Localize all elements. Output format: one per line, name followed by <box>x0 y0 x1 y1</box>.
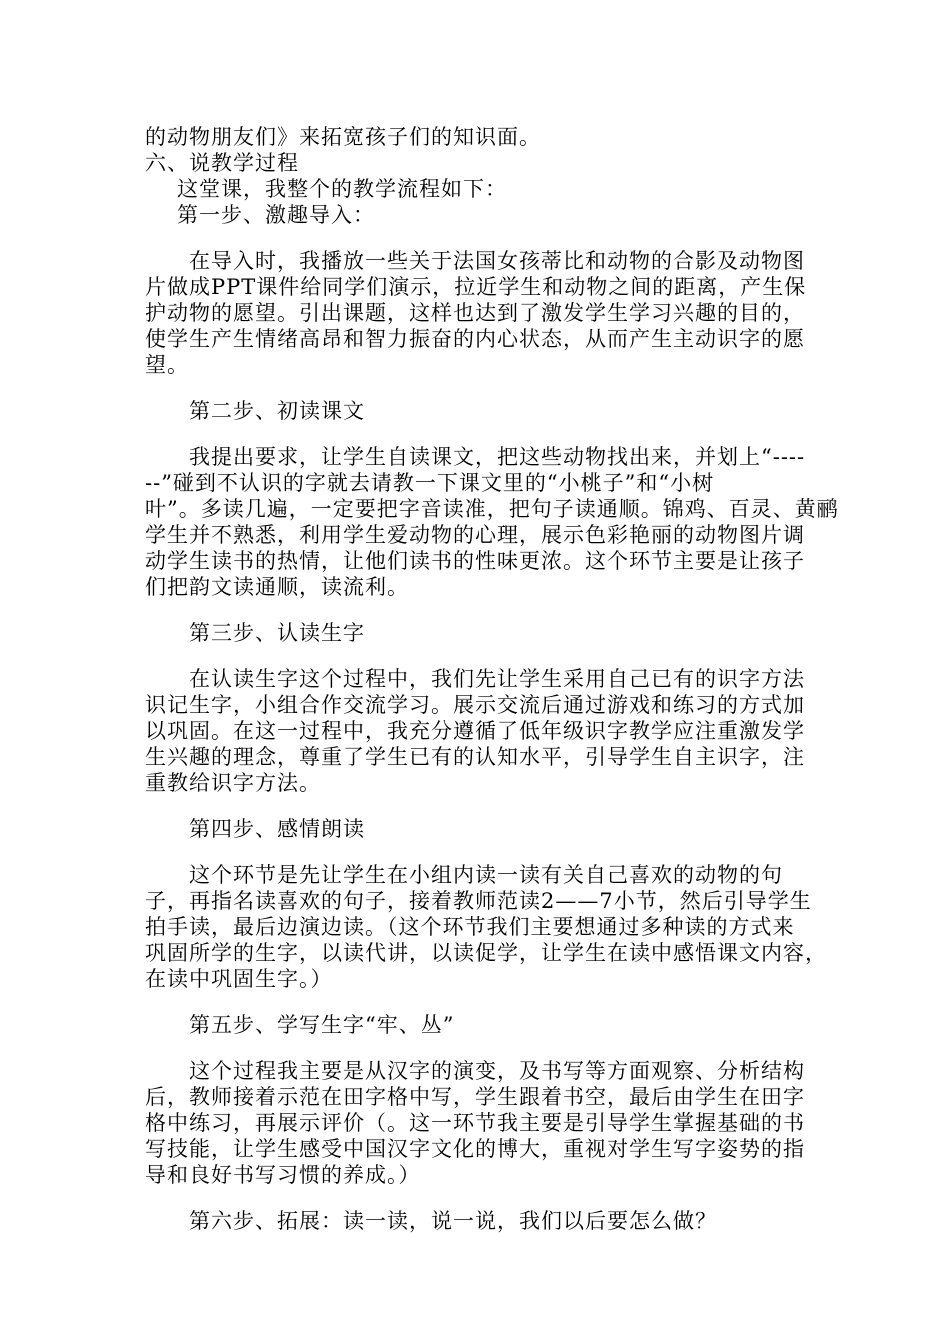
step1-line-1: 在导入时，我播放一些关于法国女孩蒂比和动物的合影及动物图 <box>189 249 805 273</box>
step5-line-5: 导和良好书写习惯的养成。） <box>145 1163 421 1187</box>
step3-line-3: 以巩固。在这一过程中，我充分遵循了低年级识字教学应注重激发学 <box>145 719 805 743</box>
step1-line-3: 护动物的愿望。引出课题，这样也达到了激发学生学习兴趣的目的， <box>145 301 805 325</box>
step1-line-4: 使学生产生情绪高昂和智力振奋的内心状态，从而产生主动识字的愿 <box>145 327 805 351</box>
step1-line-5: 望。 <box>145 353 189 377</box>
section-heading: 六、说教学过程 <box>145 151 299 175</box>
step5-title: 第五步、学写生字“牢、丛” <box>189 1013 455 1037</box>
step6-title: 第六步、拓展：读一读，说一说，我们以后要怎么做？ <box>189 1209 717 1233</box>
step2-line-5: 动学生读书的热情，让他们读书的性味更浓。这个环节主要是让孩子 <box>145 549 805 573</box>
step3-line-2: 识记生字，小组合作交流学习。展示交流后通过游戏和练习的方式加 <box>145 693 805 717</box>
step3-line-5: 重教给识字方法。 <box>145 771 321 795</box>
step2-line-4: 学生并不熟悉，利用学生爱动物的心理，展示色彩艳丽的动物图片调 <box>145 523 805 547</box>
step1-line-2: 片做成PPT课件给同学们演示，拉近学生和动物之间的距离，产生保 <box>145 275 807 299</box>
step5-line-1: 这个过程我主要是从汉字的演变，及书写等方面观察、分析结构 <box>189 1059 805 1083</box>
step4-line-2: 子，再指名读喜欢的句子，接着教师范读2——7小节，然后引导学生 <box>145 889 812 913</box>
step2-title: 第二步、初读课文 <box>189 399 365 423</box>
step2-line-2: --”碰到不认识的字就去请教一下课文里的“小桃子”和“小树 <box>145 471 715 495</box>
step3-line-1: 在认读生字这个过程中，我们先让学生采用自己已有的识字方法 <box>189 667 805 691</box>
step3-title: 第三步、认读生字 <box>189 621 365 645</box>
step1-title: 第一步、激趣导入： <box>177 203 375 227</box>
step4-title: 第四步、感情朗读 <box>189 817 365 841</box>
step4-line-5: 在读中巩固生字。） <box>145 967 333 991</box>
step2-line-1: 我提出要求，让学生自读课文，把这些动物找出来，并划上“---- <box>189 445 806 469</box>
intro-tail-line: 的动物朋友们》来拓宽孩子们的知识面。 <box>145 125 541 149</box>
step2-line-6: 们把韵文读通顺，读流利。 <box>145 575 409 599</box>
flow-intro-line: 这堂课，我整个的教学流程如下： <box>177 177 507 201</box>
step4-line-4: 巩固所学的生字，以读代讲，以读促学，让学生在读中感悟课文内容， <box>145 941 827 965</box>
step5-line-2: 后，教师接着示范在田字格中写，学生跟着书空，最后由学生在田字 <box>145 1085 805 1109</box>
step2-line-3: 叶”。多读几遍，一定要把字音读准，把句子读通顺。锦鸡、百灵、黄鹂 <box>145 497 839 521</box>
step5-line-3: 格中练习，再展示评价（。这一环节我主要是引导学生掌握基础的书 <box>145 1111 805 1135</box>
step4-line-3: 拍手读，最后边演边读。（这个环节我们主要想通过多种读的方式来 <box>145 915 795 939</box>
step3-line-4: 生兴趣的理念，尊重了学生已有的认知水平，引导学生自主识字，注 <box>145 745 805 769</box>
step4-line-1: 这个环节是先让学生在小组内读一读有关自己喜欢的动物的句 <box>189 863 783 887</box>
step5-line-4: 写技能，让学生感受中国汉字文化的博大，重视对学生写字姿势的指 <box>145 1137 805 1161</box>
